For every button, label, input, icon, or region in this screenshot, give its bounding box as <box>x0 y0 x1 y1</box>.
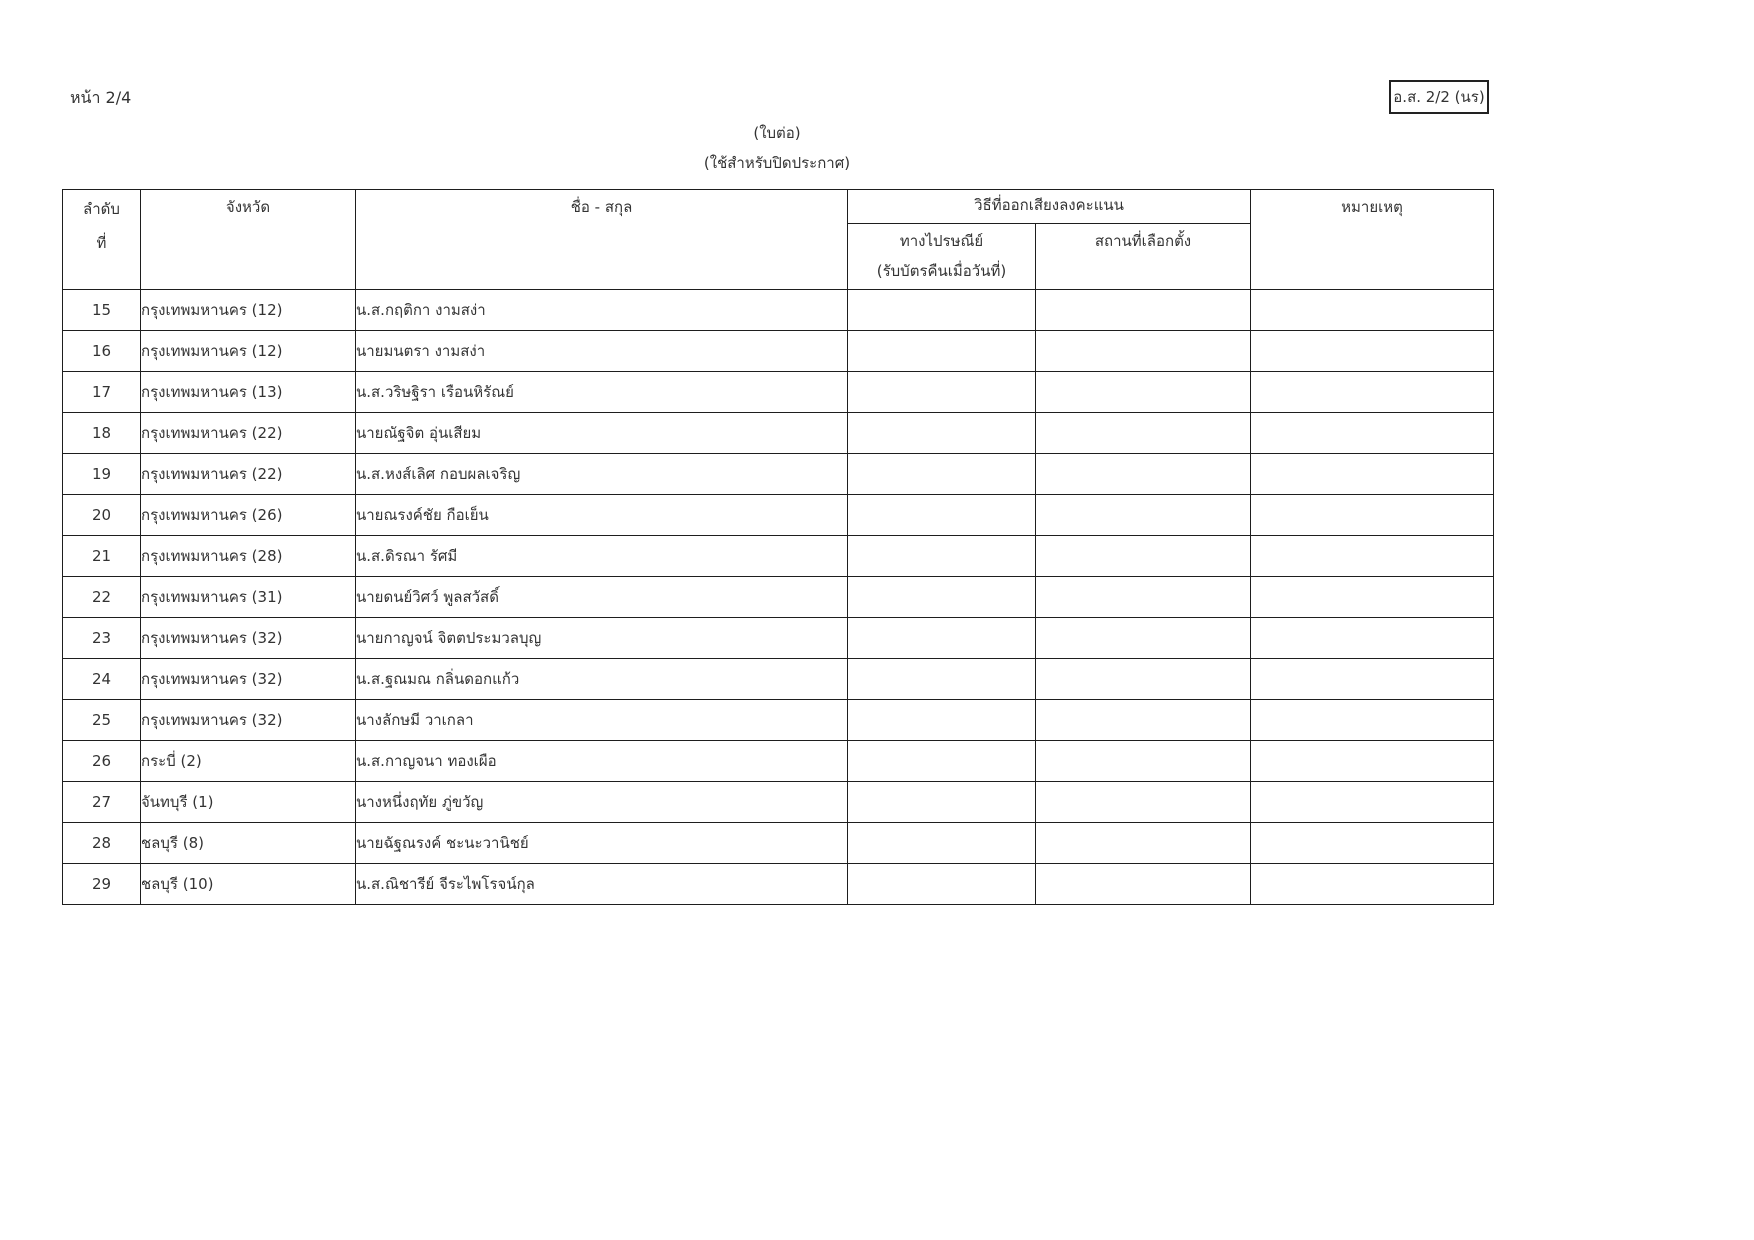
province-cell: ชลบุรี (8) <box>141 823 356 864</box>
by-post-cell <box>848 618 1036 659</box>
row-number-cell: 29 <box>63 864 141 905</box>
name-cell: น.ส.วริษฐิรา เรือนหิรัณย์ <box>356 372 848 413</box>
table-row <box>63 454 1494 495</box>
polling-place-cell <box>1036 577 1251 618</box>
name-cell: นายมนตรา งามสง่า <box>356 331 848 372</box>
remarks-cell <box>1251 823 1494 864</box>
roster-body <box>63 290 1494 905</box>
remarks-cell <box>1251 741 1494 782</box>
remarks-cell <box>1251 331 1494 372</box>
column-header-remarks: หมายเหตุ <box>1251 190 1494 290</box>
remarks-cell <box>1251 454 1494 495</box>
name-cell: นายณรงค์ชัย กือเย็น <box>356 495 848 536</box>
form-code-label: อ.ส. 2/2 (นร) <box>1393 88 1485 106</box>
by-post-cell <box>848 413 1036 454</box>
remarks-cell <box>1251 577 1494 618</box>
by-post-cell <box>848 823 1036 864</box>
province-cell: กรุงเทพมหานคร (28) <box>141 536 356 577</box>
row-number-cell: 16 <box>63 331 141 372</box>
column-header-no <box>63 190 141 290</box>
polling-place-cell <box>1036 700 1251 741</box>
by-post-cell <box>848 782 1036 823</box>
row-number-cell: 25 <box>63 700 141 741</box>
by-post-cell <box>848 290 1036 331</box>
column-header-no-line2: ที่ <box>96 234 107 252</box>
polling-place-cell <box>1036 413 1251 454</box>
name-cell: น.ส.หงส์เลิศ กอบผลเจริญ <box>356 454 848 495</box>
remarks-cell <box>1251 700 1494 741</box>
polling-place-cell <box>1036 618 1251 659</box>
province-cell: จันทบุรี (1) <box>141 782 356 823</box>
polling-place-cell <box>1036 454 1251 495</box>
polling-place-cell <box>1036 823 1251 864</box>
remarks-cell <box>1251 495 1494 536</box>
province-cell: กรุงเทพมหานคร (22) <box>141 413 356 454</box>
row-number-cell: 27 <box>63 782 141 823</box>
table-row <box>63 864 1494 905</box>
by-post-cell <box>848 536 1036 577</box>
row-number-cell: 19 <box>63 454 141 495</box>
posting-purpose-label: (ใช้สำหรับปิดประกาศ) <box>703 154 851 172</box>
name-cell: น.ส.ณิชารีย์ จีระไพโรจน์กุล <box>356 864 848 905</box>
polling-place-cell <box>1036 536 1251 577</box>
row-number-cell: 22 <box>63 577 141 618</box>
name-cell: นางหนึ่งฤทัย ภู่ขวัญ <box>356 782 848 823</box>
remarks-cell <box>1251 290 1494 331</box>
column-header-polling-place: สถานที่เลือกตั้ง <box>1036 224 1251 290</box>
polling-place-cell <box>1036 290 1251 331</box>
by-post-cell <box>848 700 1036 741</box>
row-number-cell: 18 <box>63 413 141 454</box>
table-row <box>63 823 1494 864</box>
column-header-province: จังหวัด <box>141 190 356 290</box>
remarks-cell <box>1251 413 1494 454</box>
name-cell: น.ส.ดิรณา รัศมี <box>356 536 848 577</box>
province-cell: กรุงเทพมหานคร (26) <box>141 495 356 536</box>
row-number-cell: 26 <box>63 741 141 782</box>
by-post-cell <box>848 577 1036 618</box>
by-post-cell <box>848 454 1036 495</box>
polling-place-cell <box>1036 372 1251 413</box>
name-cell: นายดนย์วิศว์ พูลสวัสดิ์ <box>356 577 848 618</box>
province-cell: กรุงเทพมหานคร (32) <box>141 700 356 741</box>
continuation-sheet-label: (ใบต่อ) <box>753 124 801 142</box>
table-row <box>63 700 1494 741</box>
polling-place-cell <box>1036 495 1251 536</box>
table-row <box>63 741 1494 782</box>
name-cell: นางลักษมี วาเกลา <box>356 700 848 741</box>
row-number-cell: 15 <box>63 290 141 331</box>
column-header-by-post-line2: (รับบัตรคืนเมื่อวันที่) <box>876 262 1007 280</box>
table-row <box>63 495 1494 536</box>
table-row <box>63 577 1494 618</box>
remarks-cell <box>1251 372 1494 413</box>
name-cell: นายกาญจน์ จิตตประมวลบุญ <box>356 618 848 659</box>
province-cell: กระบี่ (2) <box>141 741 356 782</box>
polling-place-cell <box>1036 741 1251 782</box>
remarks-cell <box>1251 864 1494 905</box>
row-number-cell: 21 <box>63 536 141 577</box>
province-cell: กรุงเทพมหานคร (32) <box>141 618 356 659</box>
form-code-box <box>1389 80 1489 114</box>
by-post-cell <box>848 659 1036 700</box>
row-number-cell: 17 <box>63 372 141 413</box>
province-cell: ชลบุรี (10) <box>141 864 356 905</box>
table-row <box>63 331 1494 372</box>
table-row <box>63 413 1494 454</box>
row-number-cell: 24 <box>63 659 141 700</box>
name-cell: น.ส.กฤติกา งามสง่า <box>356 290 848 331</box>
voter-roster-table <box>62 189 1494 905</box>
row-number-cell: 20 <box>63 495 141 536</box>
column-header-by-post-line1: ทางไปรษณีย์ <box>899 232 984 250</box>
table-row <box>63 618 1494 659</box>
name-cell: นายฉัฐณรงค์ ชะนะวานิชย์ <box>356 823 848 864</box>
by-post-cell <box>848 331 1036 372</box>
column-header-name: ชื่อ - สกุล <box>356 190 848 290</box>
province-cell: กรุงเทพมหานคร (13) <box>141 372 356 413</box>
page-number: หน้า 2/4 <box>70 88 132 107</box>
by-post-cell <box>848 495 1036 536</box>
remarks-cell <box>1251 782 1494 823</box>
row-number-cell: 23 <box>63 618 141 659</box>
province-cell: กรุงเทพมหานคร (12) <box>141 331 356 372</box>
polling-place-cell <box>1036 864 1251 905</box>
by-post-cell <box>848 864 1036 905</box>
remarks-cell <box>1251 618 1494 659</box>
table-row <box>63 372 1494 413</box>
polling-place-cell <box>1036 782 1251 823</box>
province-cell: กรุงเทพมหานคร (31) <box>141 577 356 618</box>
column-header-no-line1: ลำดับ <box>83 200 120 218</box>
province-cell: กรุงเทพมหานคร (22) <box>141 454 356 495</box>
by-post-cell <box>848 741 1036 782</box>
table-row <box>63 782 1494 823</box>
table-row <box>63 536 1494 577</box>
name-cell: น.ส.กาญจนา ทองเผือ <box>356 741 848 782</box>
polling-place-cell <box>1036 659 1251 700</box>
by-post-cell <box>848 372 1036 413</box>
remarks-cell <box>1251 659 1494 700</box>
remarks-cell <box>1251 536 1494 577</box>
table-row <box>63 290 1494 331</box>
province-cell: กรุงเทพมหานคร (32) <box>141 659 356 700</box>
polling-place-cell <box>1036 331 1251 372</box>
row-number-cell: 28 <box>63 823 141 864</box>
name-cell: นายณัฐจิต อุ่นเสียม <box>356 413 848 454</box>
table-row <box>63 659 1494 700</box>
province-cell: กรุงเทพมหานคร (12) <box>141 290 356 331</box>
column-header-vote-method: วิธีที่ออกเสียงลงคะแนน <box>848 190 1251 224</box>
name-cell: น.ส.ฐณมณ กลิ่นดอกแก้ว <box>356 659 848 700</box>
column-header-by-post <box>848 224 1036 290</box>
